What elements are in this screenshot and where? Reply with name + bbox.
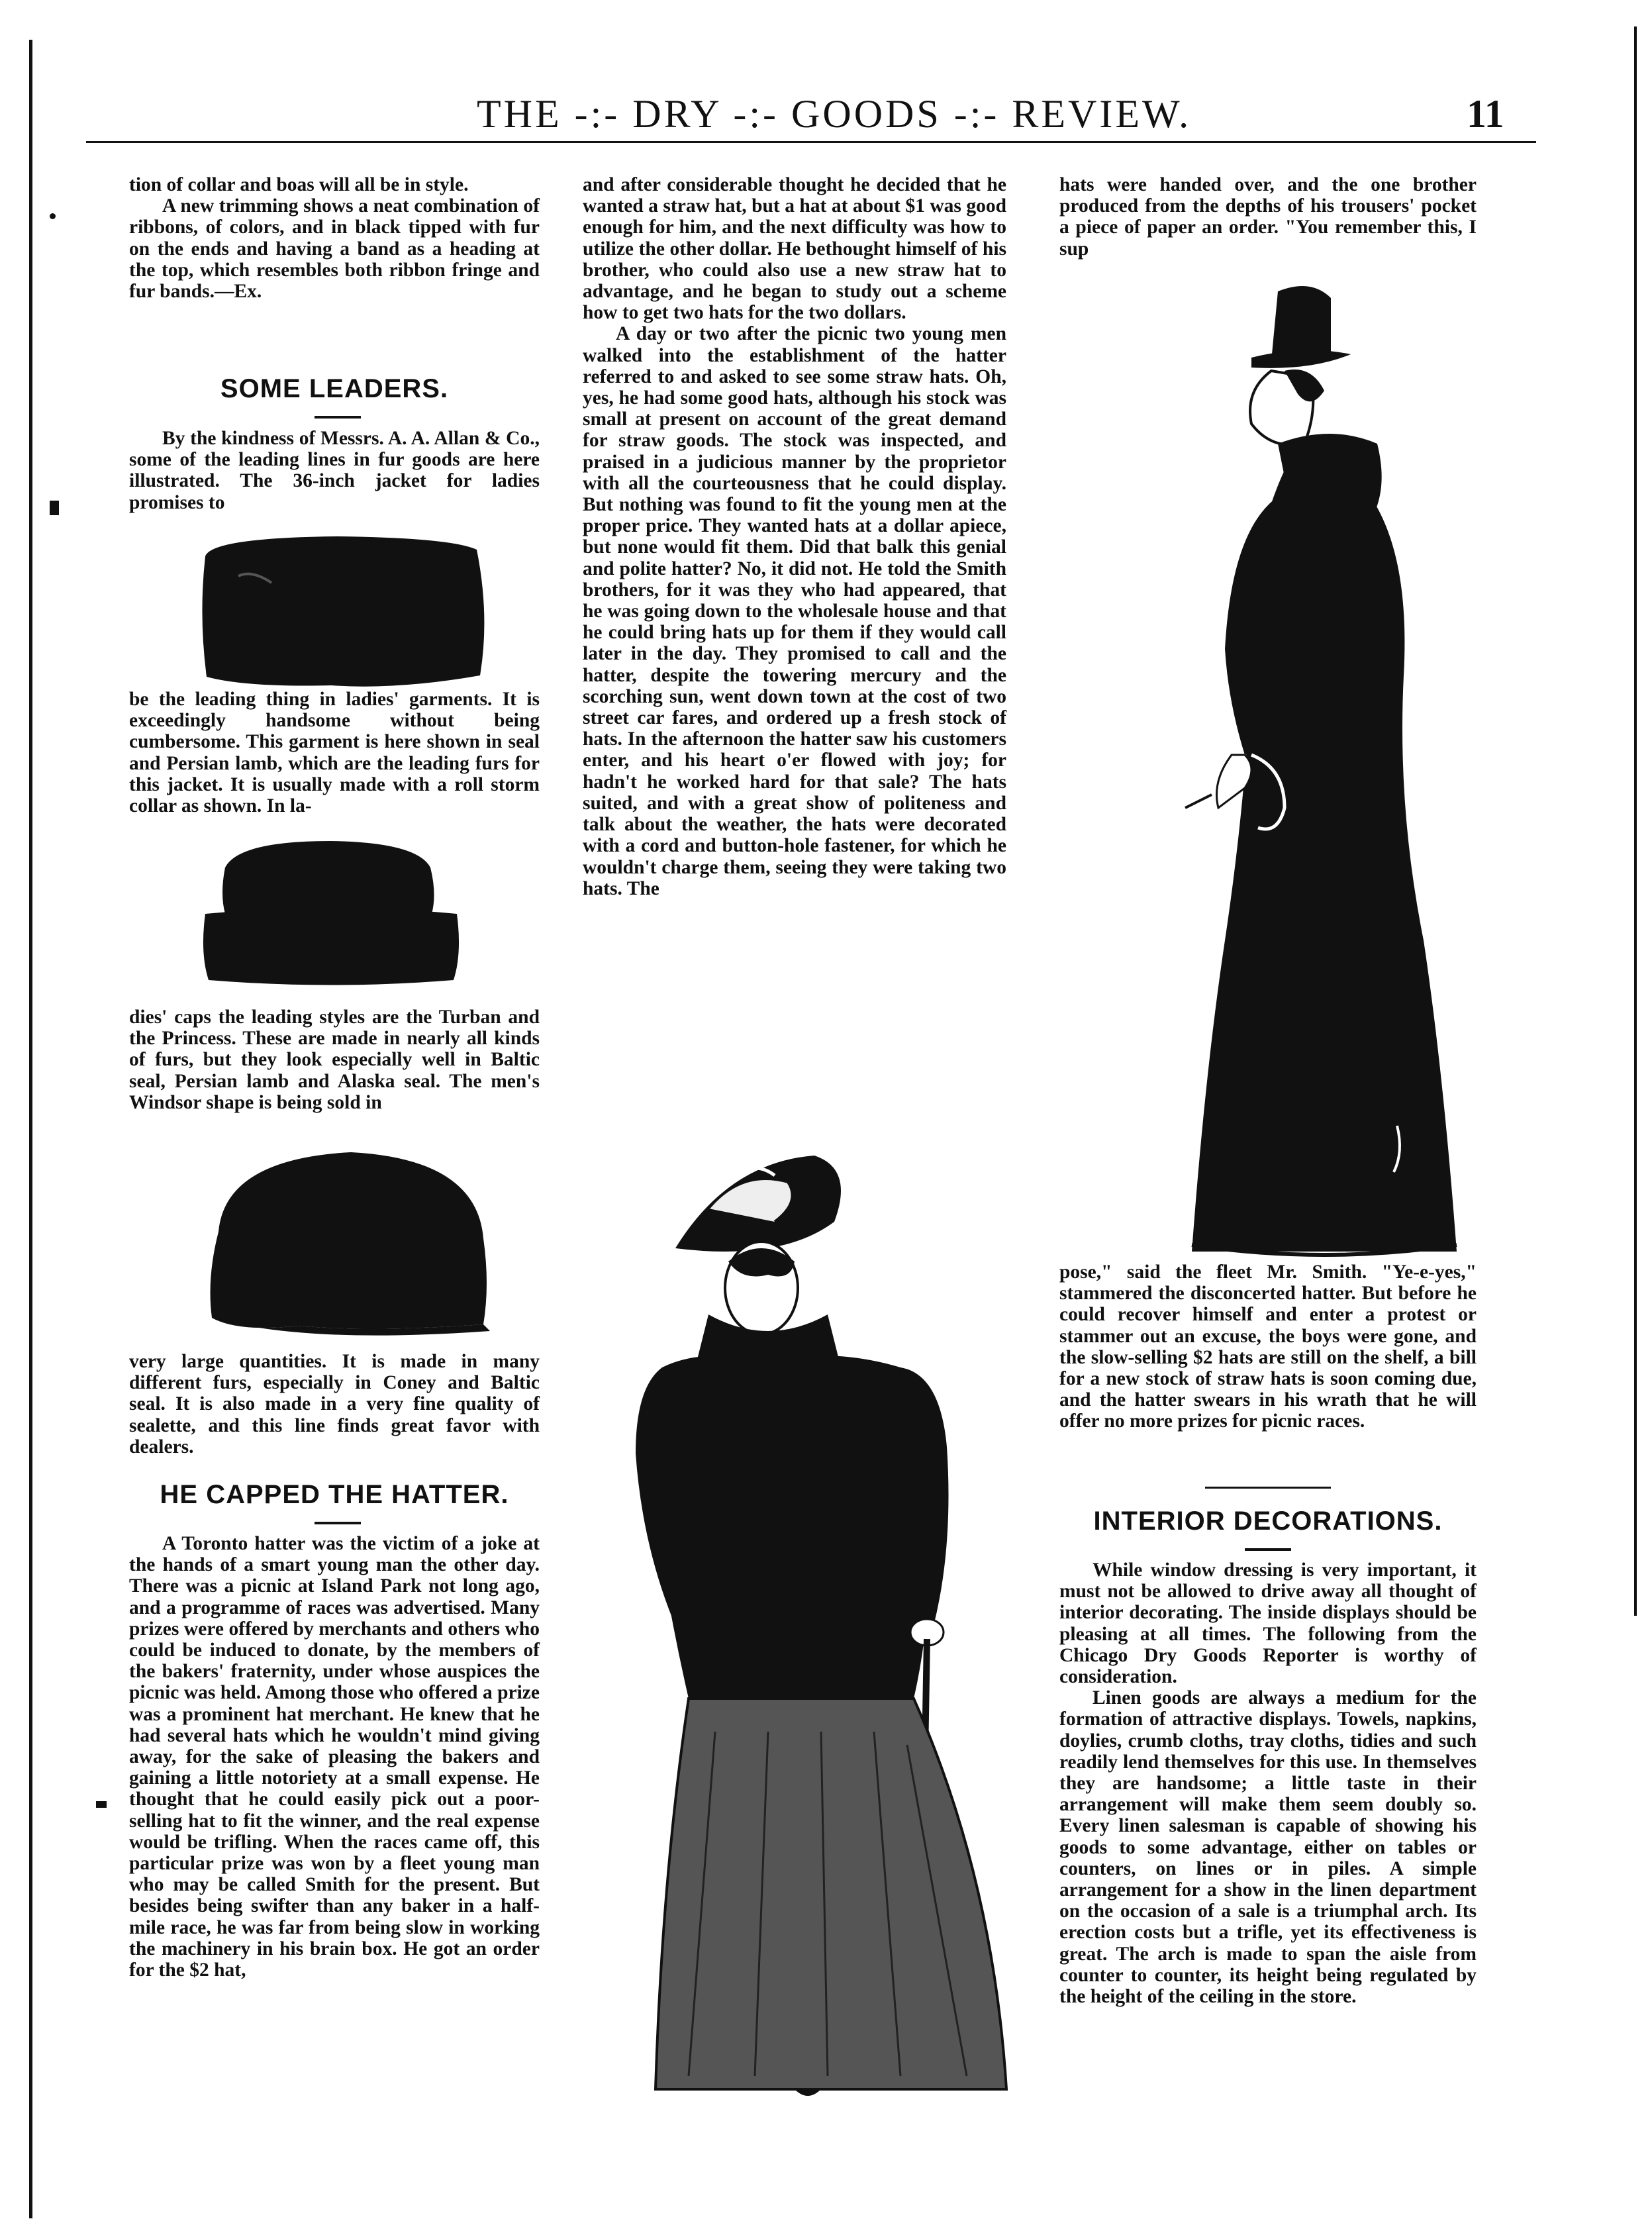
scan-mark bbox=[50, 501, 59, 515]
windsor-cap-illustration bbox=[199, 1152, 503, 1344]
column-1-leaders-1 bbox=[129, 428, 540, 513]
heading-rule bbox=[1245, 1548, 1291, 1551]
paragraph: pose," said the fleet Mr. Smith. "Ye-e-yes," stammered the disconcerted hatter. But before he could recover himself and enter a protest or stammer out an excuse, the boys were gone, and the slow-selling $2 hats are still on the shelf, a bill for a new stock of straw hats is soon coming due, and the hatter swears in his wrath that he will offer no more prizes for picnic races. bbox=[1059, 1261, 1477, 1432]
princess-cap-illustration bbox=[185, 841, 477, 987]
paragraph: tion of collar and boas will all be in style. bbox=[129, 174, 469, 195]
paragraph: be the leading thing in ladies' garments. It is exceedingly handsome without being cumbersome. This garment is here shown in seal and Persian lamb, which are the leading furs for this jacket. It is usually made with a roll storm collar as shown. In la- bbox=[129, 689, 540, 817]
column-1-intro bbox=[129, 174, 540, 302]
paragraph: very large quantities. It is made in many different furs, especially in Coney and Baltic seal. It is also made in a very fine quality of sealette, and this line finds great favor with dealers. bbox=[129, 1351, 540, 1457]
paragraph: By the kindness of Messrs. A. A. Allan & Co., some of the leading lines in fur goods are here illustrated. The 36-inch jacket for ladies promises to bbox=[129, 428, 540, 513]
column-1-leaders-2 bbox=[129, 689, 540, 816]
column-3-interior bbox=[1059, 1559, 1477, 2007]
heading-rule bbox=[315, 1522, 361, 1524]
scan-edge-right bbox=[1634, 26, 1637, 1616]
column-3-continued bbox=[1059, 1261, 1477, 1432]
column-2-text bbox=[583, 174, 1006, 899]
turban-cap-illustration bbox=[199, 536, 490, 689]
woman-in-long-fur-coat-illustration bbox=[1112, 278, 1483, 1265]
column-3-top bbox=[1059, 174, 1477, 260]
scan-edge-left bbox=[29, 40, 32, 2218]
heading-rule bbox=[315, 416, 361, 419]
paragraph: hats were handed over, and the one brother produced from the depths of his trousers' pocket a piece of paper an order. "You remember this, I sup bbox=[1059, 174, 1477, 260]
paragraph: Linen goods are always a medium for the formation of attractive displays. Towels, napkins, doylies, crumb cloths, tray cloths, tidies and such readily lend themselves for this use. In themselves they are handsome; a little taste in their arrangement will make them seem doubly so. Every linen salesman is capable of showing his goods to some advantage, either on tables or counters, on lines or in piles. A simple arrangement for a show in the linen department on the occasion of a sale is a triumphal arch. Its erection costs but a trifle, yet its effectiveness is great. The arch is made to span the aisle from counter to counter, its height being regulated by the height of the ceiling in the store. bbox=[1059, 1687, 1477, 2008]
paragraph: A Toronto hatter was the victim of a joke at the hands of a smart young man the other day. There was a picnic at Island Park not long ago, and a programme of races was advertised. Many prizes were offered by merchants and others who could be induced to donate, by the members of the bakers' fraternity, under whose auspices the picnic was held. Among those who offered a prize was a prominent hat merchant. He knew that he had several hats which he wouldn't mind giving away, for the sake of pleasing the bakers and gaining a little notoriety at a small expense. He thought that he could easily pick out a poor-selling hat to fit the winner, and the real expense would be trifling. When the races came off, this particular prize was won by a fleet young man who may be called Smith for the present. But besides being swifter than any baker in a half-mile race, he was far from being slow in working the machinery in his brain box. He got an order for the $2 hat, bbox=[129, 1533, 540, 1981]
journal-title: THE -:- DRY -:- GOODS -:- REVIEW. bbox=[477, 92, 1192, 136]
paragraph: and after considerable thought he decided that he wanted a straw hat, but a hat at about $1 was good enough for him, and the next difficulty was how to utilize the other dollar. He bethought himself of his brother, who could also use a new straw hat to advantage, and he began to study out a scheme how to get two hats for the two dollars. bbox=[583, 174, 1006, 324]
running-head bbox=[0, 91, 1652, 144]
header-rule bbox=[86, 141, 1536, 143]
paragraph: A new trimming shows a neat combination of ribbons, of colors, and in black tipped with fur on the ends and having a band as a heading at the top, which resembles both ribbon fringe and fur bands.—Ex. bbox=[129, 195, 540, 303]
scan-mark bbox=[50, 213, 56, 219]
page-number: 11 bbox=[1467, 92, 1504, 136]
column-1-leaders-4 bbox=[129, 1351, 540, 1457]
section-rule bbox=[1205, 1487, 1331, 1489]
woman-in-fur-jacket-illustration bbox=[636, 1149, 1033, 2116]
paragraph: While window dressing is very important, it must not be allowed to drive away all thought of interior decorating. The inside displays should be pleasing at all times. The following from the Chicago Dry Goods Reporter is worthy of consideration. bbox=[1059, 1559, 1477, 1688]
column-1-leaders-3 bbox=[129, 1007, 540, 1113]
paragraph: dies' caps the leading styles are the Turban and the Princess. These are made in nearly all kinds of furs, but they look especially well in Baltic seal, Persian lamb and Alaska seal. The men's Windsor shape is being sold in bbox=[129, 1007, 540, 1113]
section-heading-some-leaders: SOME LEADERS. bbox=[220, 374, 449, 403]
column-1-hatter bbox=[129, 1533, 540, 1981]
section-heading-interior-decorations: INTERIOR DECORATIONS. bbox=[1093, 1507, 1443, 1536]
paragraph: A day or two after the picnic two young men walked into the establishment of the hatter referred to and asked to see some straw hats. Oh, yes, he had some good hats, although his stock was small at present on account of the great demand for straw goods. The stock was inspected, and praised in a judicious manner by the proprietor with all the courteousness that he could display. But nothing was found to fit the young men at the proper price. They wanted hats at a dollar apiece, but none would fit them. Did that balk this genial and polite hatter? No, it did not. He told the Smith brothers, for it was they who had appeared, that he was going down to the wholesale house and that he could bring hats up for them if they would call later in the day. They promised to call and the hatter, despite the towering mercury and the scorching sun, went down town at the cost of two street car fares, and ordered up a fresh stock of hats. In the afternoon the hatter saw his customers enter, and his heart o'er flowed with joy; for hadn't he worked hard for that sale? The hats suited, and with a great show of politeness and talk about the weather, the hats were decorated with a cord and button-hole fastener, for which he wouldn't charge them, seeing they were taking two hats. The bbox=[583, 323, 1006, 899]
section-heading-he-capped-the-hatter: HE CAPPED THE HATTER. bbox=[160, 1480, 509, 1509]
scan-mark bbox=[96, 1801, 107, 1808]
